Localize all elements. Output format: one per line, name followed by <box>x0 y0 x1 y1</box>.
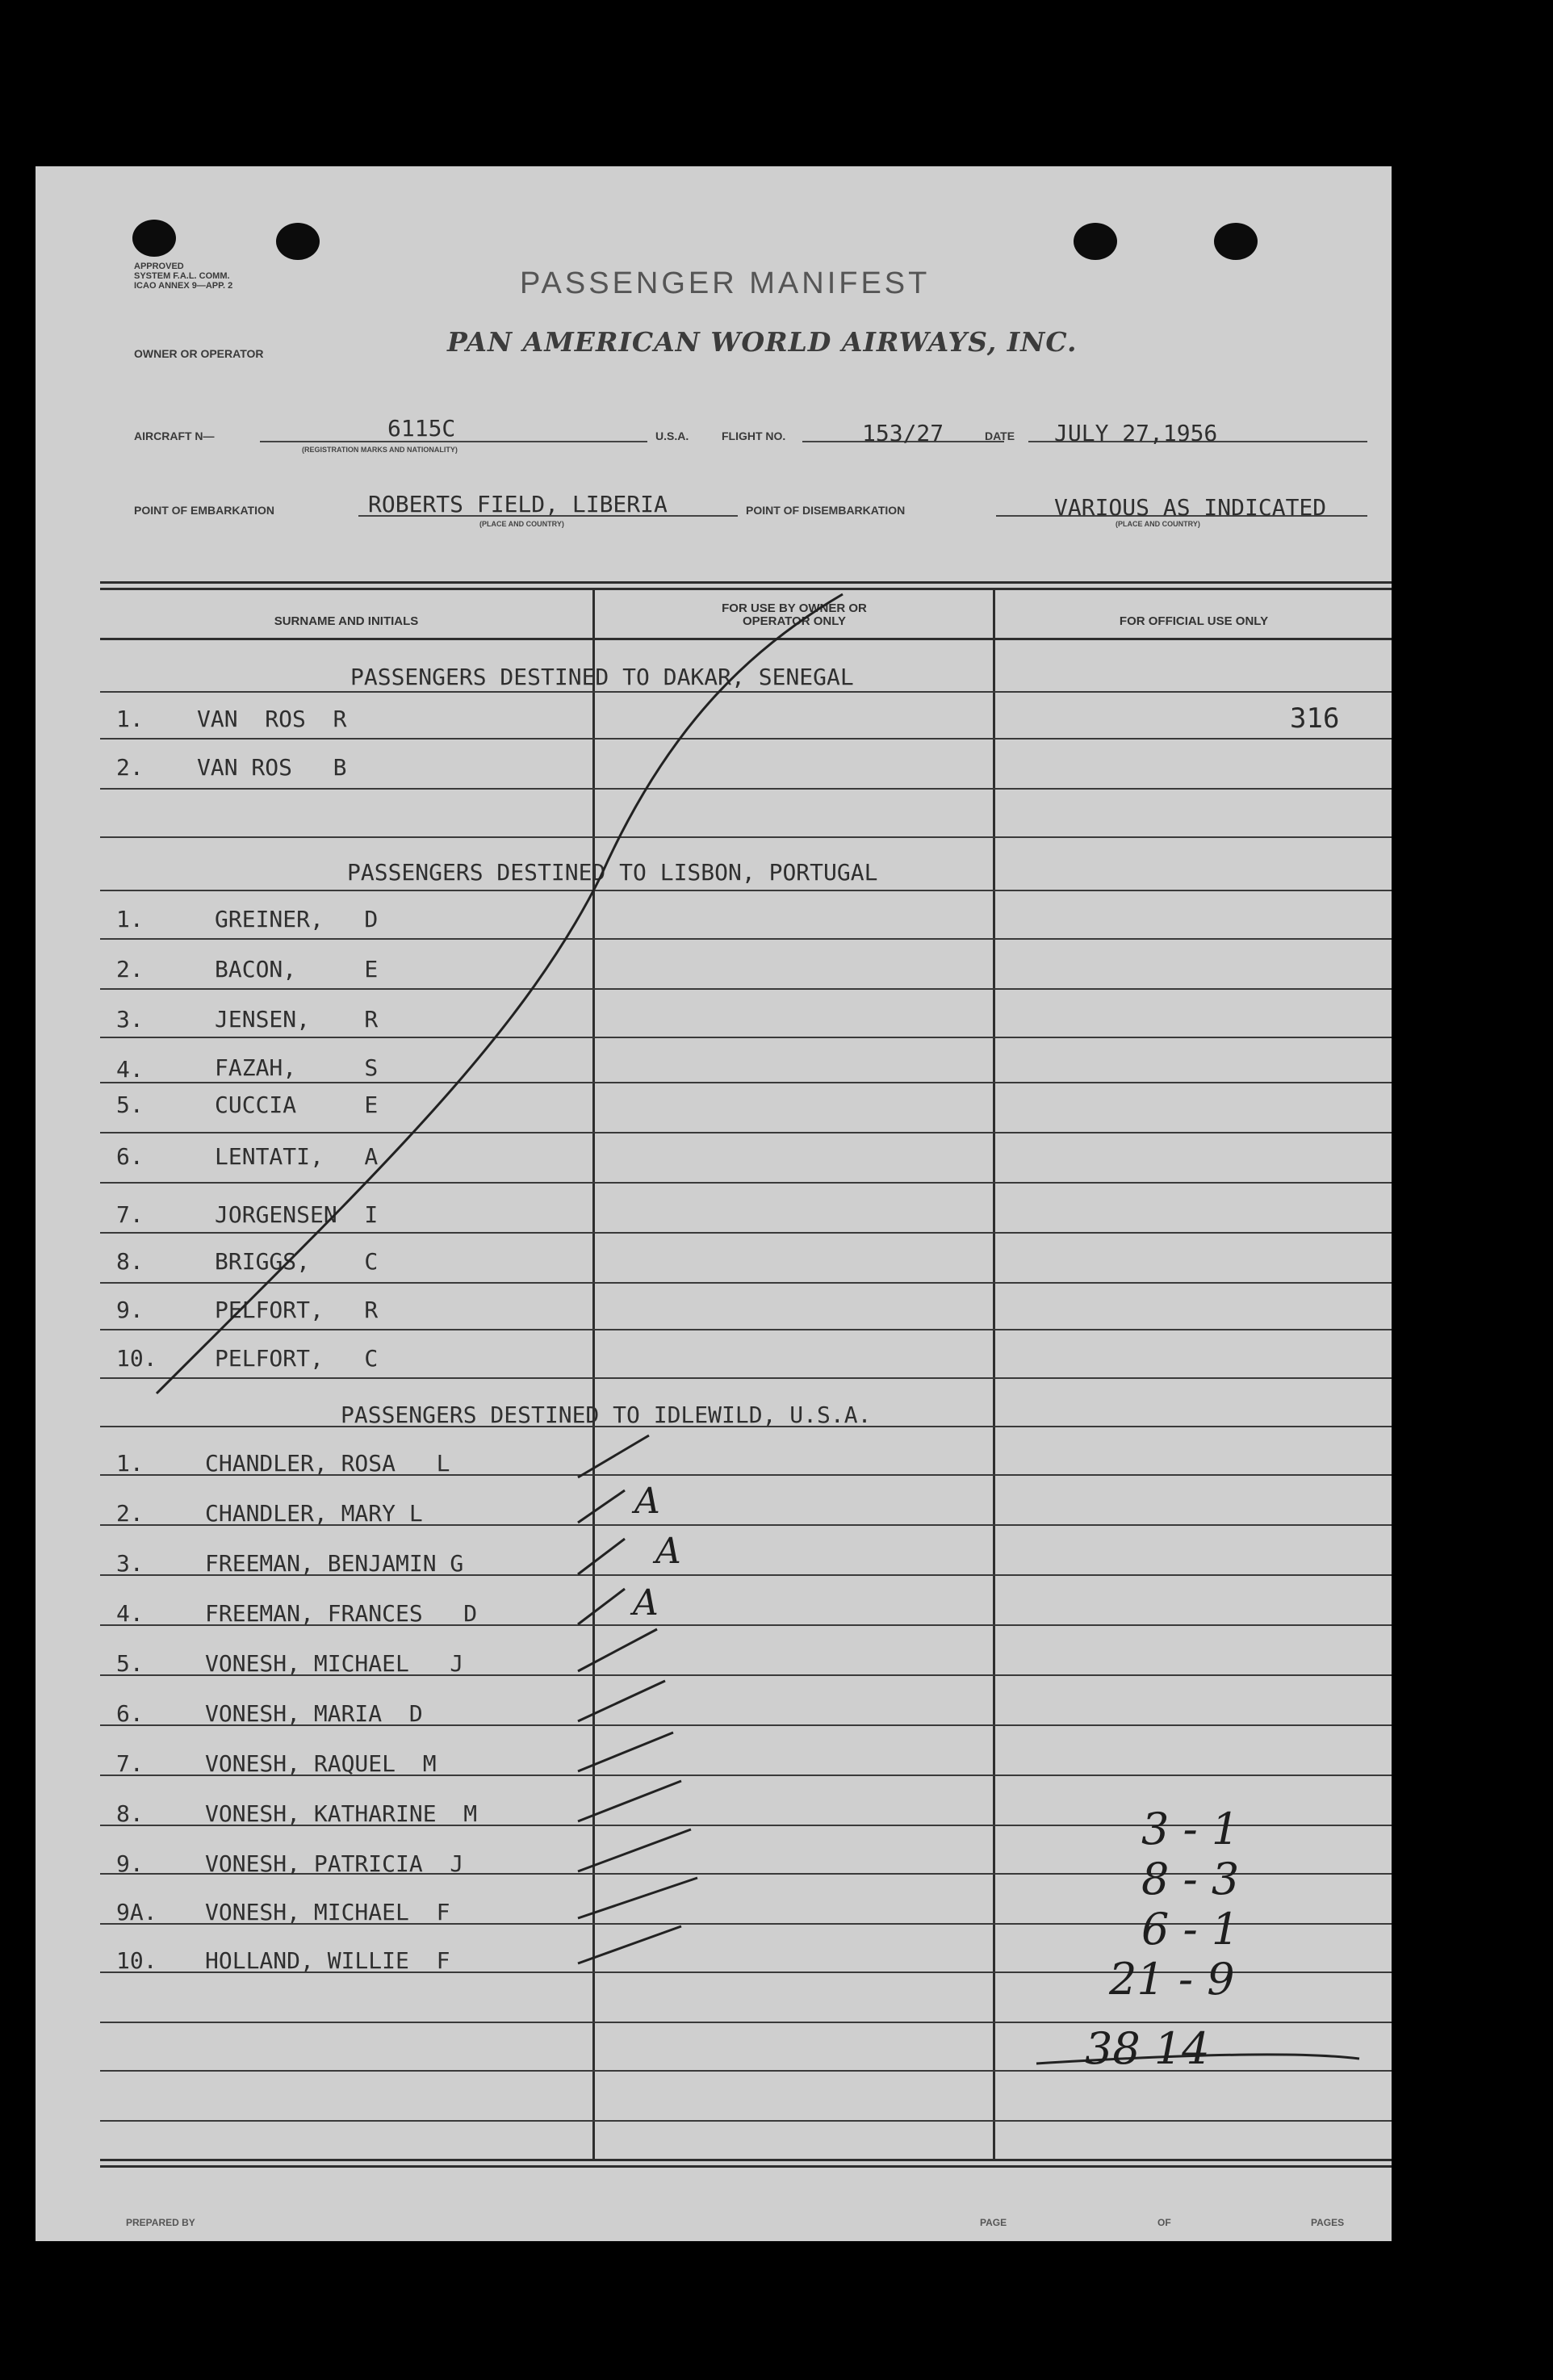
row-rule <box>100 1082 1392 1083</box>
passenger-name: JENSEN, R <box>215 1006 379 1033</box>
disembark-sublabel: (PLACE AND COUNTRY) <box>1116 520 1200 528</box>
row-rule <box>100 836 1392 838</box>
passenger-name: VONESH, RAQUEL M <box>205 1750 437 1777</box>
passenger-number: 8. <box>116 1800 144 1827</box>
passenger-name: FREEMAN, FRANCES D <box>205 1600 478 1627</box>
passenger-number: 1. <box>116 1450 144 1477</box>
punch-hole <box>276 223 320 260</box>
passenger-number: 5. <box>116 1650 144 1677</box>
row-rule <box>100 691 1392 693</box>
manifest-sheet <box>36 166 1392 2241</box>
form-title: PASSENGER MANIFEST <box>520 266 931 300</box>
passenger-name: CHANDLER, ROSA L <box>205 1450 450 1477</box>
passenger-name: FREEMAN, BENJAMIN G <box>205 1550 464 1577</box>
aircraft-sublabel: (REGISTRATION MARKS AND NATIONALITY) <box>302 446 458 454</box>
passenger-number: 2. <box>116 754 144 781</box>
passenger-number: 8. <box>116 1248 144 1275</box>
passenger-number: 5. <box>116 1092 144 1118</box>
usa-label: U.S.A. <box>655 429 689 442</box>
passenger-number: 4. <box>116 1600 144 1627</box>
table-top-rule <box>100 581 1392 584</box>
embark-value: ROBERTS FIELD, LIBERIA <box>368 491 668 517</box>
check-mark <box>578 1681 665 1721</box>
passenger-number: 3. <box>116 1550 144 1577</box>
approval-note: APPROVED SYSTEM F.A.L. COMM. ICAO ANNEX 9—APP. 2 <box>134 262 233 291</box>
punch-hole <box>1074 223 1117 260</box>
row-rule <box>100 788 1392 790</box>
passenger-name: BACON, E <box>215 956 379 983</box>
passenger-name: VAN ROS R <box>197 706 347 732</box>
passenger-name: GREINER, D <box>215 906 379 932</box>
handwritten-tally: 8 - 3 <box>1141 1854 1240 1904</box>
punch-hole <box>132 220 176 257</box>
section-heading-dakar: PASSENGERS DESTINED TO DAKAR, SENEGAL <box>350 664 854 690</box>
passenger-name: VONESH, MICHAEL J <box>205 1650 464 1677</box>
handwritten-mark: A <box>634 1481 660 1522</box>
flight-value: 153/27 <box>862 420 944 446</box>
row-rule <box>100 738 1392 740</box>
check-mark <box>578 1539 625 1574</box>
header-bottom-rule <box>100 638 1392 640</box>
of-label: OF <box>1157 2217 1171 2228</box>
prepared-by-label: PREPARED BY <box>126 2217 195 2228</box>
passenger-number: 7. <box>116 1750 144 1777</box>
flight-label: FLIGHT NO. <box>722 429 786 442</box>
passenger-name: PELFORT, C <box>215 1345 379 1372</box>
passenger-name: HOLLAND, WILLIE F <box>205 1947 450 1974</box>
check-mark <box>578 1435 649 1477</box>
row-rule <box>100 2120 1392 2122</box>
airline-name: PAN AMERICAN WORLD AIRWAYS, INC. <box>447 326 1078 358</box>
passenger-number: 6. <box>116 1143 144 1170</box>
date-value: JULY 27,1956 <box>1054 420 1218 446</box>
owner-label: OWNER OR OPERATOR <box>134 347 264 360</box>
owner-use-column-header: FOR USE BY OWNER OR OPERATOR ONLY <box>722 601 867 628</box>
punch-hole <box>1214 223 1258 260</box>
check-mark <box>578 1829 691 1871</box>
row-rule <box>100 1329 1392 1330</box>
passenger-number: 2. <box>116 956 144 983</box>
passenger-number: 3. <box>116 1006 144 1033</box>
passenger-name: LENTATI, A <box>215 1143 379 1170</box>
official-use-column-header: FOR OFFICIAL USE ONLY <box>1119 614 1269 628</box>
passenger-number: 9. <box>116 1297 144 1323</box>
passenger-number: 2. <box>116 1500 144 1527</box>
passenger-number: 9A. <box>116 1899 157 1925</box>
disembark-label: POINT OF DISEMBARKATION <box>746 504 906 517</box>
handwritten-tally: 3 - 1 <box>1141 1804 1240 1854</box>
passenger-name: VONESH, MARIA D <box>205 1700 423 1727</box>
passenger-number: 9. <box>116 1850 144 1877</box>
embark-sublabel: (PLACE AND COUNTRY) <box>479 520 564 528</box>
row-rule <box>100 1037 1392 1038</box>
handwritten-tally: 6 - 1 <box>1141 1904 1240 1955</box>
surname-column-header: SURNAME AND INITIALS <box>274 614 419 628</box>
passenger-number: 10. <box>116 1345 157 1372</box>
row-rule <box>100 1182 1392 1184</box>
row-rule <box>100 988 1392 990</box>
table-bottom-rule-2 <box>100 2165 1392 2168</box>
passenger-name: VONESH, MICHAEL F <box>205 1899 450 1925</box>
row-rule <box>100 1232 1392 1234</box>
passenger-number: 4. <box>116 1056 144 1083</box>
row-rule <box>100 1282 1392 1284</box>
embark-label: POINT OF EMBARKATION <box>134 504 274 517</box>
passenger-name: BRIGGS, C <box>215 1248 379 1275</box>
check-mark <box>578 1878 697 1918</box>
official-code: 316 <box>1290 702 1340 735</box>
page-label: PAGE <box>980 2217 1007 2228</box>
row-rule <box>100 890 1392 891</box>
handwritten-tally: 38 14 <box>1085 2023 1210 2074</box>
aircraft-value: 6115C <box>387 415 456 442</box>
passenger-number: 7. <box>116 1201 144 1228</box>
passenger-number: 6. <box>116 1700 144 1727</box>
row-rule <box>100 1132 1392 1133</box>
passenger-name: VAN ROS B <box>197 754 347 781</box>
handwritten-mark: A <box>655 1531 681 1572</box>
handwritten-mark: A <box>633 1582 659 1624</box>
pages-label: PAGES <box>1311 2217 1345 2228</box>
check-mark <box>578 1589 625 1624</box>
check-mark <box>578 1629 657 1671</box>
passenger-name: CUCCIA E <box>215 1092 379 1118</box>
table-bottom-rule <box>100 2159 1392 2161</box>
passenger-number: 1. <box>116 906 144 932</box>
section-heading-idlewild: PASSENGERS DESTINED TO IDLEWILD, U.S.A. <box>341 1402 872 1428</box>
passenger-name: VONESH, KATHARINE M <box>205 1800 478 1827</box>
date-label: DATE <box>985 429 1015 442</box>
passenger-name: JORGENSEN I <box>215 1201 379 1228</box>
column-divider <box>592 589 595 2160</box>
row-rule <box>100 1377 1392 1379</box>
disembark-value: VARIOUS AS INDICATED <box>1054 494 1327 521</box>
table-top-rule-2 <box>100 588 1392 590</box>
row-rule <box>100 938 1392 940</box>
passenger-number: 1. <box>116 706 144 732</box>
section-heading-lisbon: PASSENGERS DESTINED TO LISBON, PORTUGAL <box>347 859 878 886</box>
check-mark <box>578 1490 625 1523</box>
passenger-number: 10. <box>116 1947 157 1974</box>
column-divider <box>993 589 995 2160</box>
passenger-name: CHANDLER, MARY L <box>205 1500 423 1527</box>
passenger-name: PELFORT, R <box>215 1297 379 1323</box>
aircraft-label: AIRCRAFT N— <box>134 429 215 442</box>
passenger-name: FAZAH, S <box>215 1054 379 1081</box>
passenger-name: VONESH, PATRICIA J <box>205 1850 464 1877</box>
handwritten-tally: 21 - 9 <box>1109 1954 1235 2005</box>
